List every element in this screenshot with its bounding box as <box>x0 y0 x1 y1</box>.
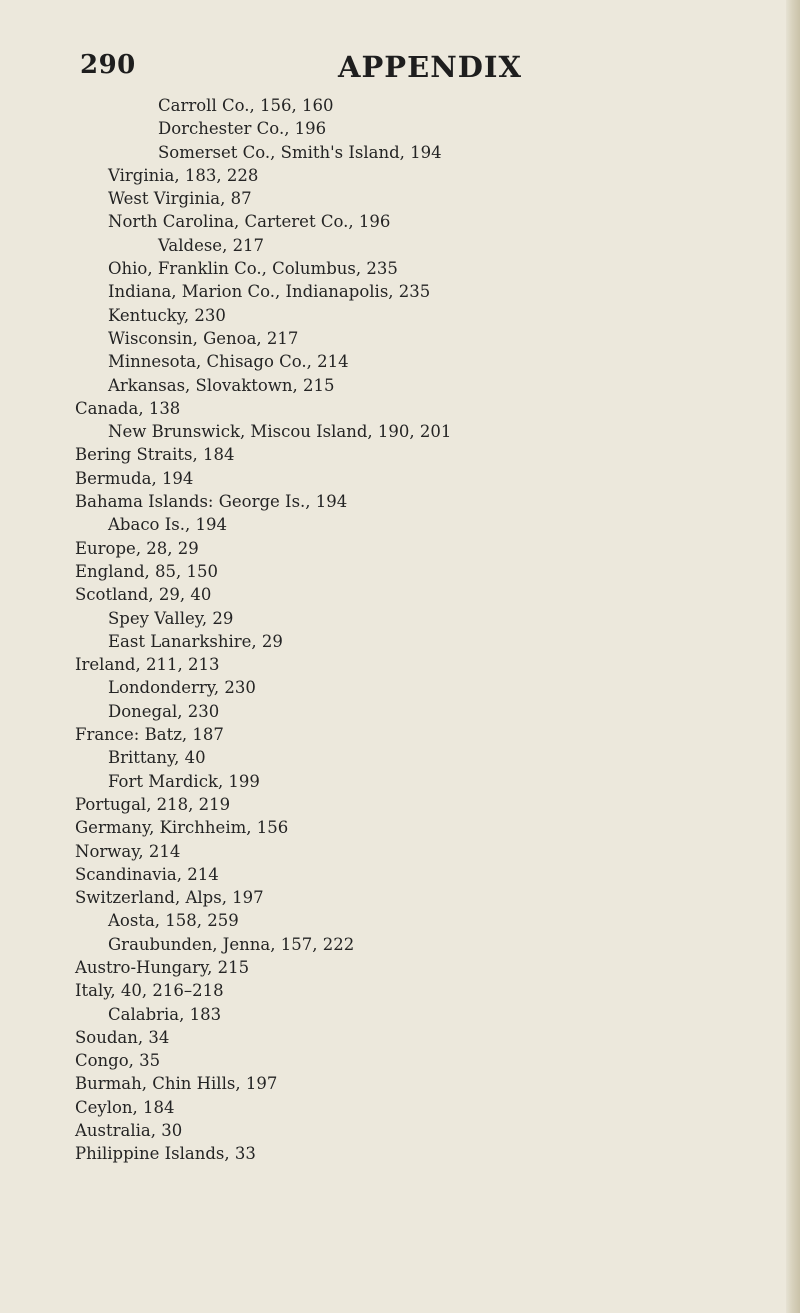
index-entry: Indiana, Marion Co., Indianapolis, 235 <box>108 282 431 302</box>
index-entry: Kentucky, 230 <box>108 305 226 325</box>
index-entry: Norway, 214 <box>75 841 181 861</box>
running-head: APPENDIX <box>338 50 522 84</box>
index-entry: Somerset Co., Smith's Island, 194 <box>158 142 442 162</box>
index-entry: Graubunden, Jenna, 157, 222 <box>108 934 355 954</box>
index-entry: Bermuda, 194 <box>75 468 194 488</box>
index-entry: Ohio, Franklin Co., Columbus, 235 <box>108 259 398 279</box>
index-entry: Congo, 35 <box>75 1051 161 1071</box>
index-entry: Burmah, Chin Hills, 197 <box>75 1074 278 1094</box>
index-entry: Wisconsin, Genoa, 217 <box>108 328 299 348</box>
index-entry: Carroll Co., 156, 160 <box>158 96 334 115</box>
index-entry: Soudan, 34 <box>75 1027 170 1047</box>
index-entry: Scandinavia, 214 <box>75 864 219 884</box>
index-entry: Europe, 28, 29 <box>75 538 199 558</box>
index-entry: Switzerland, Alps, 197 <box>75 888 264 908</box>
index-entry: Fort Mardick, 199 <box>108 771 260 791</box>
index-entry: Donegal, 230 <box>108 701 220 721</box>
index-entry: Abaco Is., 194 <box>108 515 227 535</box>
index-entry: New Brunswick, Miscou Island, 190, 201 <box>108 422 452 442</box>
index-entry: Calabria, 183 <box>108 1004 222 1024</box>
index-entry: Portugal, 218, 219 <box>75 794 231 814</box>
index-entry: Bering Straits, 184 <box>75 445 235 465</box>
index-entry: Ceylon, 184 <box>75 1097 175 1117</box>
index-entry: Aosta, 158, 259 <box>108 911 239 931</box>
index-entry: Brittany, 40 <box>108 748 206 768</box>
index-entry: North Carolina, Carteret Co., 196 <box>108 212 391 232</box>
index-entry: Germany, Kirchheim, 156 <box>75 818 289 838</box>
index-entry: Dorchester Co., 196 <box>158 119 327 139</box>
index-entry: Canada, 138 <box>75 398 181 418</box>
page-number: 290 <box>80 50 136 80</box>
index-entry: Arkansas, Slovaktown, 215 <box>108 375 335 395</box>
index-entry: Ireland, 211, 213 <box>75 655 220 675</box>
index-entry: Australia, 30 <box>75 1121 183 1141</box>
index-entry: Philippine Islands, 33 <box>75 1144 256 1164</box>
index-entry: Minnesota, Chisago Co., 214 <box>108 352 349 372</box>
index-entry: England, 85, 150 <box>75 561 219 581</box>
index-entry: Londonderry, 230 <box>108 678 256 698</box>
index-entry: Bahama Islands: George Is., 194 <box>75 492 348 512</box>
index-entry: Scotland, 29, 40 <box>75 585 212 605</box>
index-entry: Valdese, 217 <box>158 235 265 255</box>
index-entry: France: Batz, 187 <box>75 725 224 745</box>
page-header <box>80 50 522 90</box>
index-entry: Italy, 40, 216–218 <box>75 981 224 1001</box>
page-edge-shadow <box>786 0 800 1313</box>
index-entry: Spey Valley, 29 <box>108 608 234 628</box>
index-entry: Austro-Hungary, 215 <box>75 957 250 977</box>
index-list <box>0 94 700 1166</box>
index-entry: West Virginia, 87 <box>108 189 252 209</box>
index-entry: Virginia, 183, 228 <box>108 165 259 185</box>
index-entry: East Lanarkshire, 29 <box>108 631 283 651</box>
